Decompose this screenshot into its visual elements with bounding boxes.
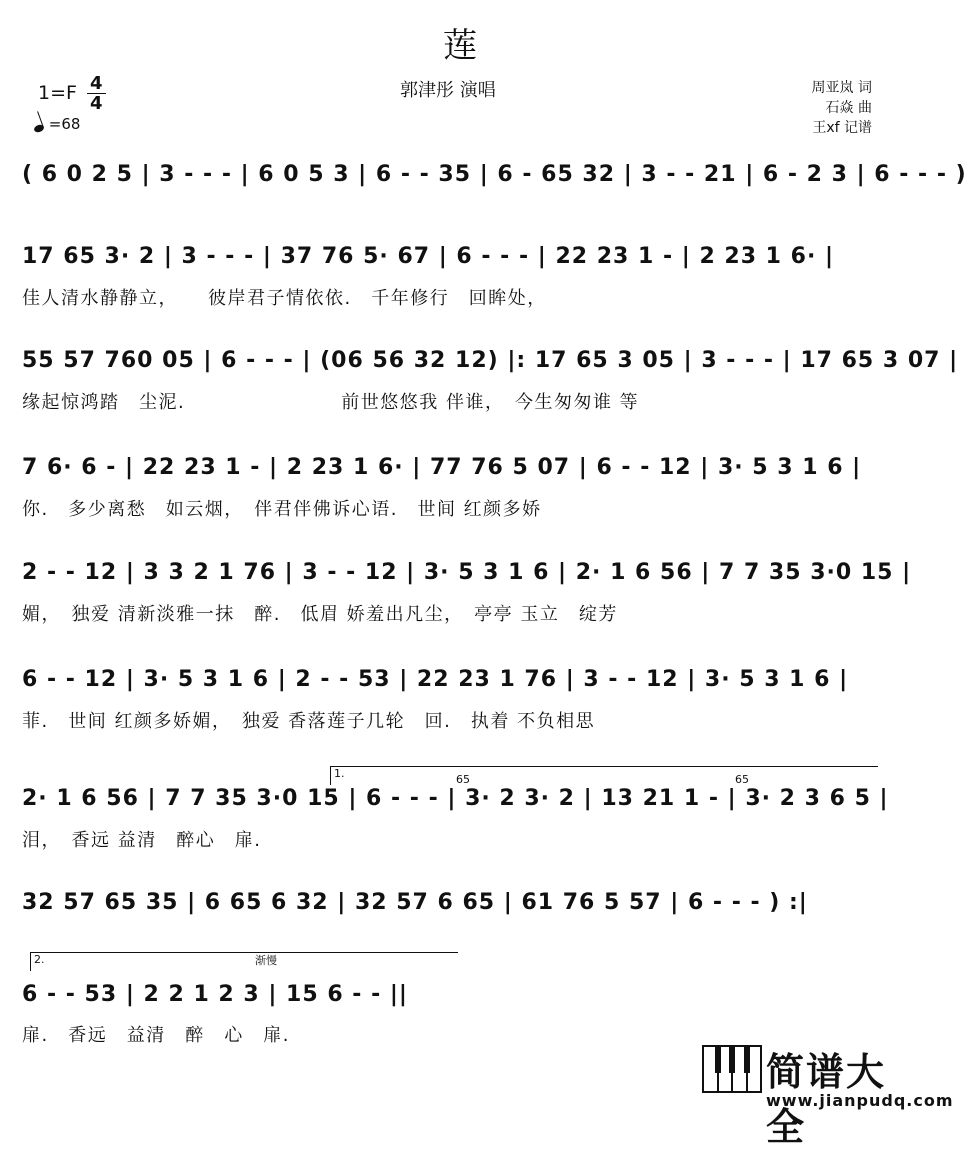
piano-keys-icon <box>702 1045 762 1093</box>
time-top: 4 <box>87 74 106 94</box>
lyricist: 周亚岚 词 <box>811 80 872 96</box>
notation-line-2: 17 65 3· 2 | 3 - - - | 37 76 5· 67 | 6 - - - | 22 23 1 - | 2 23 1 6· | <box>22 244 835 269</box>
lyrics-line-5: 媚， 独爱 清新淡雅一抹 醉. 低眉 娇羞出凡尘， 亭亭 玉立 绽芳 <box>22 604 618 625</box>
logo-brand: 简谱大全 <box>766 1050 887 1149</box>
grace-note-a: 65 <box>456 773 470 786</box>
notation-line-1: ( 6 0 2 5 | 3 - - - | 6 0 5 3 | 6 - - 35 | 6 - 65 32 | 3 - - 21 | 6 - 2 3 | 6 - - - ) <box>22 162 967 187</box>
key-label: 1=F <box>38 82 77 104</box>
lyrics-line-9: 扉. 香远 益清 醉 心 扉. <box>22 1025 290 1046</box>
notation-line-8: 32 57 65 35 | 6 65 6 32 | 32 57 6 65 | 61 76 5 57 | 6 - - - ) :| <box>22 890 808 915</box>
lyrics-line-3: 缘起惊鸿踏 尘泥. 前世悠悠我 伴谁， 今生匆匆谁 等 <box>22 392 640 413</box>
notation-line-6: 6 - - 12 | 3· 5 3 1 6 | 2 - - 53 | 22 23 1 76 | 3 - - 12 | 3· 5 3 1 6 | <box>22 667 849 692</box>
logo-url: www.jianpudq.com <box>766 1091 954 1110</box>
site-logo[interactable] <box>702 1045 954 1149</box>
time-bottom: 4 <box>89 93 103 114</box>
time-signature <box>87 74 106 113</box>
notation-line-3: 55 57 760 05 | 6 - - - | (06 56 32 12) |: 17 65 3 05 | 3 - - - | 17 65 3 07 | <box>22 348 959 373</box>
notation-line-5: 2 - - 12 | 3 3 2 1 76 | 3 - - 12 | 3· 5 3 1 6 | 2· 1 6 56 | 7 7 35 3·0 15 | <box>22 560 912 585</box>
lyrics-line-6: 菲. 世间 红颜多娇媚， 独爱 香落莲子几轮 回. 执着 不负相思 <box>22 711 596 732</box>
notation-line-7: 2· 1 6 56 | 7 7 35 3·0 15 | 6 - - - | 3· 2 3· 2 | 13 21 1 - | 3· 2 3 6 5 | <box>22 786 889 811</box>
volta-2-bracket <box>30 952 458 971</box>
lyrics-line-7: 泪， 香远 益清 醉心 扉. <box>22 830 262 851</box>
song-title: 莲 <box>443 26 477 66</box>
grace-note-b: 65 <box>735 773 749 786</box>
dynamic-marking: 渐慢 <box>255 954 277 967</box>
composer: 石焱 曲 <box>825 100 872 116</box>
volta-2-label: 2. <box>30 952 458 971</box>
notation-line-9: 6 - - 53 | 2 2 1 2 3 | 15 6 - - || <box>22 982 408 1007</box>
quarter-note-icon <box>33 124 45 134</box>
tempo-value: =68 <box>48 115 81 133</box>
notation-line-4: 7 6· 6 - | 22 23 1 - | 2 23 1 6· | 77 76 5 07 | 6 - - 12 | 3· 5 3 1 6 | <box>22 455 862 480</box>
lyrics-line-2: 佳人清水静静立， 彼岸君子情依依. 千年修行 回眸处， <box>22 288 547 309</box>
tempo-marking <box>34 115 80 133</box>
volta-1-bracket <box>330 766 878 785</box>
credits <box>812 78 872 138</box>
transcriber: 王xf 记谱 <box>812 120 872 136</box>
lyrics-line-4: 你. 多少离愁 如云烟， 伴君伴佛诉心语. 世间 红颜多娇 <box>22 499 542 520</box>
singer-credit: 郭津彤 演唱 <box>400 80 496 101</box>
key-signature <box>38 74 106 113</box>
volta-1-label: 1. <box>330 766 878 785</box>
